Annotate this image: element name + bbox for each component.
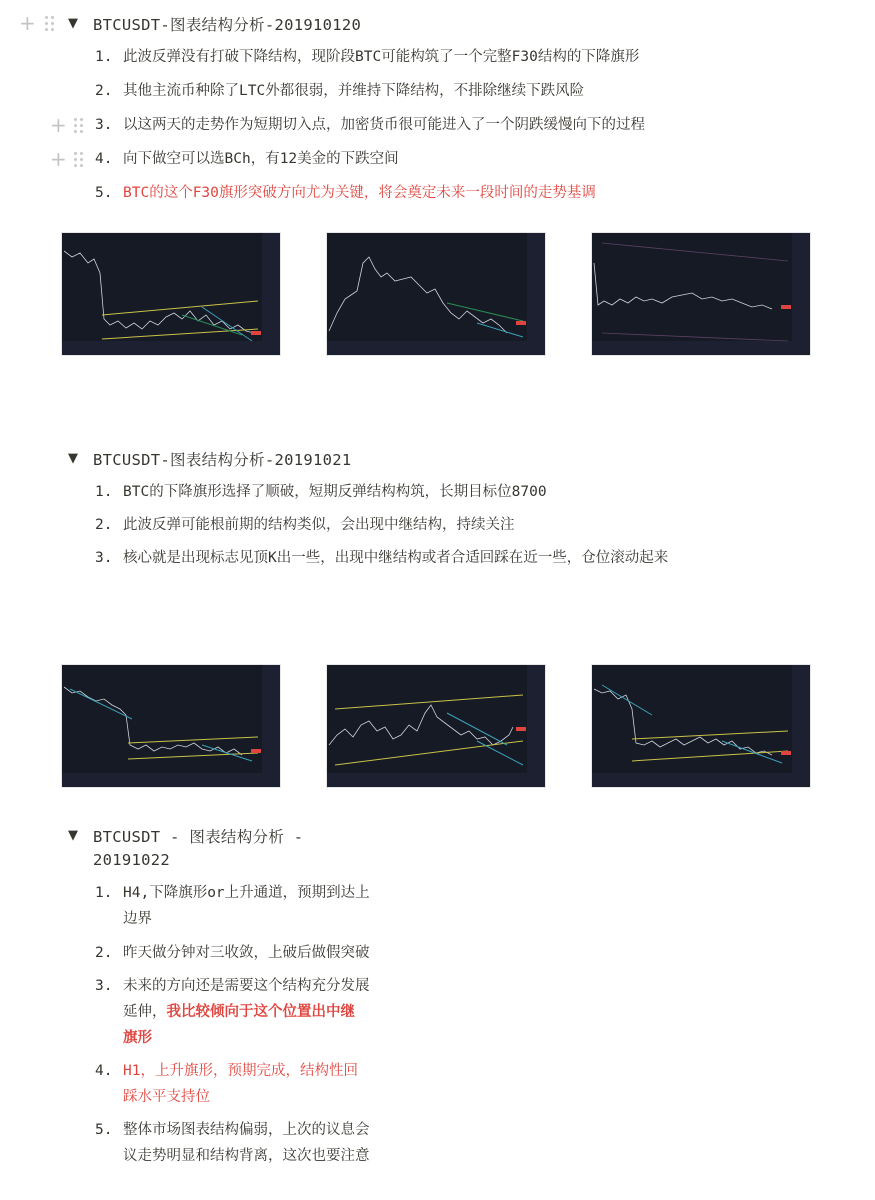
list-number: 1. [95, 885, 113, 901]
list-text: 未来的方向还是需要这个结构充分发展 [123, 978, 370, 994]
chart-screenshot[interactable] [591, 232, 811, 356]
list-item [95, 1117, 435, 1171]
candlestick-chart [62, 233, 280, 355]
toggle-triangle-icon[interactable]: ▼ [68, 451, 78, 466]
list-number: 2. [95, 83, 113, 99]
section-title: BTCUSDT-图表结构分析-20191021 [93, 451, 352, 469]
section-title: BTCUSDT - 图表结构分析 - [93, 828, 304, 846]
candlestick-chart [592, 233, 810, 355]
list-text-highlight: H1，上升旗形，预期完成，结构性回 [123, 1063, 358, 1079]
drag-handle-icon[interactable] [45, 16, 55, 32]
list-number: 2. [95, 517, 113, 533]
candlestick-chart [62, 665, 280, 787]
list-text: 核心就是出现标志见顶K出一些，出现中继结构或者合适回踩在近一些，仓位滚动起来 [123, 550, 669, 566]
list-text-highlight: 旗形 [123, 1030, 152, 1046]
list-number: 1. [95, 49, 113, 65]
list-text: 整体市场图表结构偏弱，上次的议息会 [123, 1122, 370, 1138]
plus-icon[interactable]: + [50, 113, 67, 137]
list-text-segment: 延伸， [123, 1004, 167, 1020]
chart-screenshot[interactable] [326, 664, 546, 788]
candlestick-chart [592, 665, 810, 787]
list-item [95, 973, 435, 1053]
toggle-triangle-icon[interactable]: ▼ [68, 16, 78, 31]
list-number: 3. [95, 550, 113, 566]
list-number: 5. [95, 1122, 113, 1138]
list-item [95, 880, 435, 934]
list-text-wrap: 议走势明显和结构背离，这次也要注意 [123, 1148, 370, 1164]
candlestick-chart [327, 233, 545, 355]
drag-handle-icon[interactable] [74, 152, 84, 168]
list-text: BTC的下降旗形选择了顺破，短期反弹结构构筑，长期目标位8700 [123, 484, 547, 500]
list-text: H4,下降旗形or上升通道，预期到达上 [123, 885, 370, 901]
chart-screenshot[interactable] [326, 232, 546, 356]
list-text: 以这两天的走势作为短期切入点，加密货币很可能进入了一个阴跌缓慢向下的过程 [123, 117, 645, 133]
list-number: 4. [95, 151, 113, 167]
list-text: 此波反弹没有打破下降结构，现阶段BTC可能构筑了一个完整F30结构的下降旗形 [123, 49, 640, 65]
list-text: 其他主流币种除了LTC外都很弱，并维持下降结构，不排除继续下跌风险 [123, 83, 585, 99]
list-text-wrap: 边界 [123, 911, 152, 927]
list-text: 昨天做分钟对三收敛，上破后做假突破 [123, 945, 370, 961]
list-number: 3. [95, 117, 113, 133]
list-number: 1. [95, 484, 113, 500]
drag-handle-icon[interactable] [74, 118, 84, 134]
list-number: 3. [95, 978, 113, 994]
list-text-highlight: 踩水平支持位 [123, 1089, 210, 1105]
list-text: 此波反弹可能根前期的结构类似，会出现中继结构，持续关注 [123, 517, 515, 533]
chart-screenshot[interactable] [591, 664, 811, 788]
list-number: 2. [95, 945, 113, 961]
list-text-highlight: 我比较倾向于这个位置出中继 [166, 1004, 355, 1020]
chart-screenshot[interactable] [61, 232, 281, 356]
plus-icon[interactable]: + [50, 147, 67, 171]
list-number: 4. [95, 1063, 113, 1079]
list-item [95, 1058, 435, 1112]
list-number: 5. [95, 185, 113, 201]
list-text: 向下做空可以选BCh，有12美金的下跌空间 [123, 151, 399, 167]
toggle-triangle-icon[interactable]: ▼ [68, 828, 78, 843]
chart-screenshot[interactable] [61, 664, 281, 788]
list-text-wrap [123, 999, 355, 1025]
plus-icon[interactable]: + [19, 11, 36, 35]
candlestick-chart [327, 665, 545, 787]
section-title-continued: 20191022 [93, 851, 171, 869]
section-title: BTCUSDT-图表结构分析-201910120 [93, 16, 362, 34]
list-text-highlight: BTC的这个F30旗形突破方向尤为关键，将会奠定未来一段时间的走势基调 [123, 185, 596, 201]
